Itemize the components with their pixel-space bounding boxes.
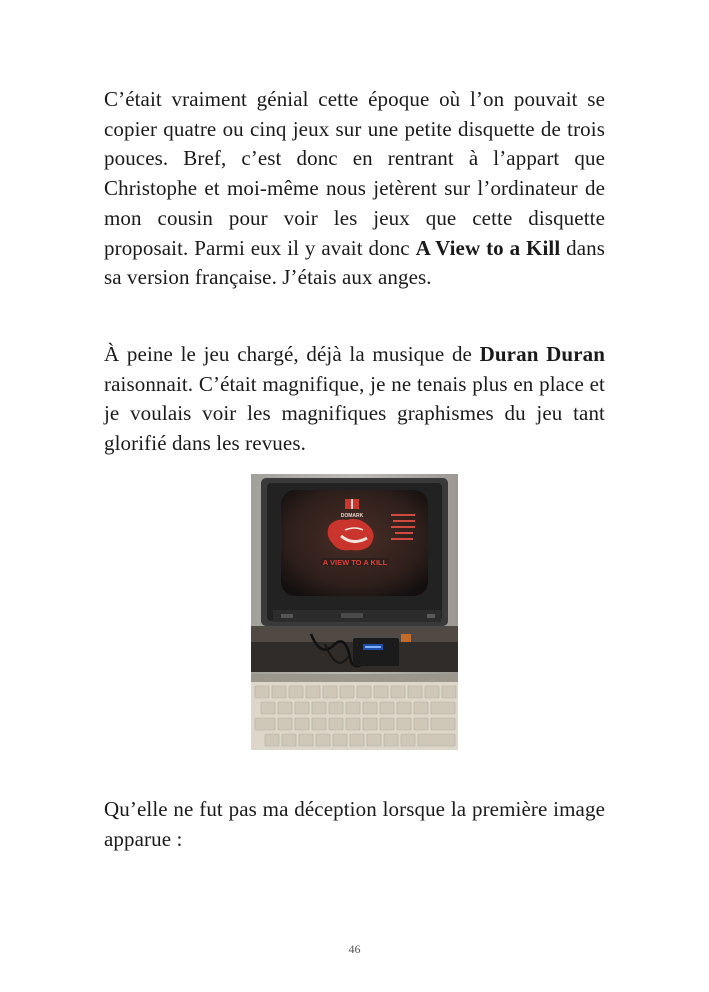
screen-logo: DOMARK <box>340 513 364 519</box>
paragraph-2-text-a: À peine le jeu chargé, déjà la musique de <box>104 342 480 366</box>
screen-title: A VIEW TO A KILL <box>322 558 388 567</box>
crt-monitor-photo <box>251 474 458 750</box>
page-number: 46 <box>348 942 361 956</box>
paragraph-1-text-a: C’était vraiment génial cette époque où l’on pouvait se copier quatre ou cinq jeux sur une petite disquette de trois pouces. Bref, c’est donc en rentrant à l’appart que Christophe et moi-même nous jetèrent sur l’ordinateur de mon cousin pour voir les jeux que cette disquette proposait. Parmi eux il y avait donc <box>104 87 605 260</box>
band-name: Duran Duran <box>479 342 605 366</box>
game-title: A View to a Kill <box>415 235 561 260</box>
paragraph-2 <box>104 340 605 459</box>
paragraph-1-text-b: dans sa version française. J’étais aux anges. <box>104 235 606 290</box>
paragraph-3: Qu’elle ne fut pas ma déception lorsque la première image apparue : <box>104 797 605 851</box>
paragraph-1 <box>104 85 605 293</box>
paragraph-2-text-b: raisonnait. C’était magnifique, je ne tenais plus en place et je voulais voir les magnifiques graphismes du jeu tant glorifié dans les revues. <box>104 371 605 456</box>
